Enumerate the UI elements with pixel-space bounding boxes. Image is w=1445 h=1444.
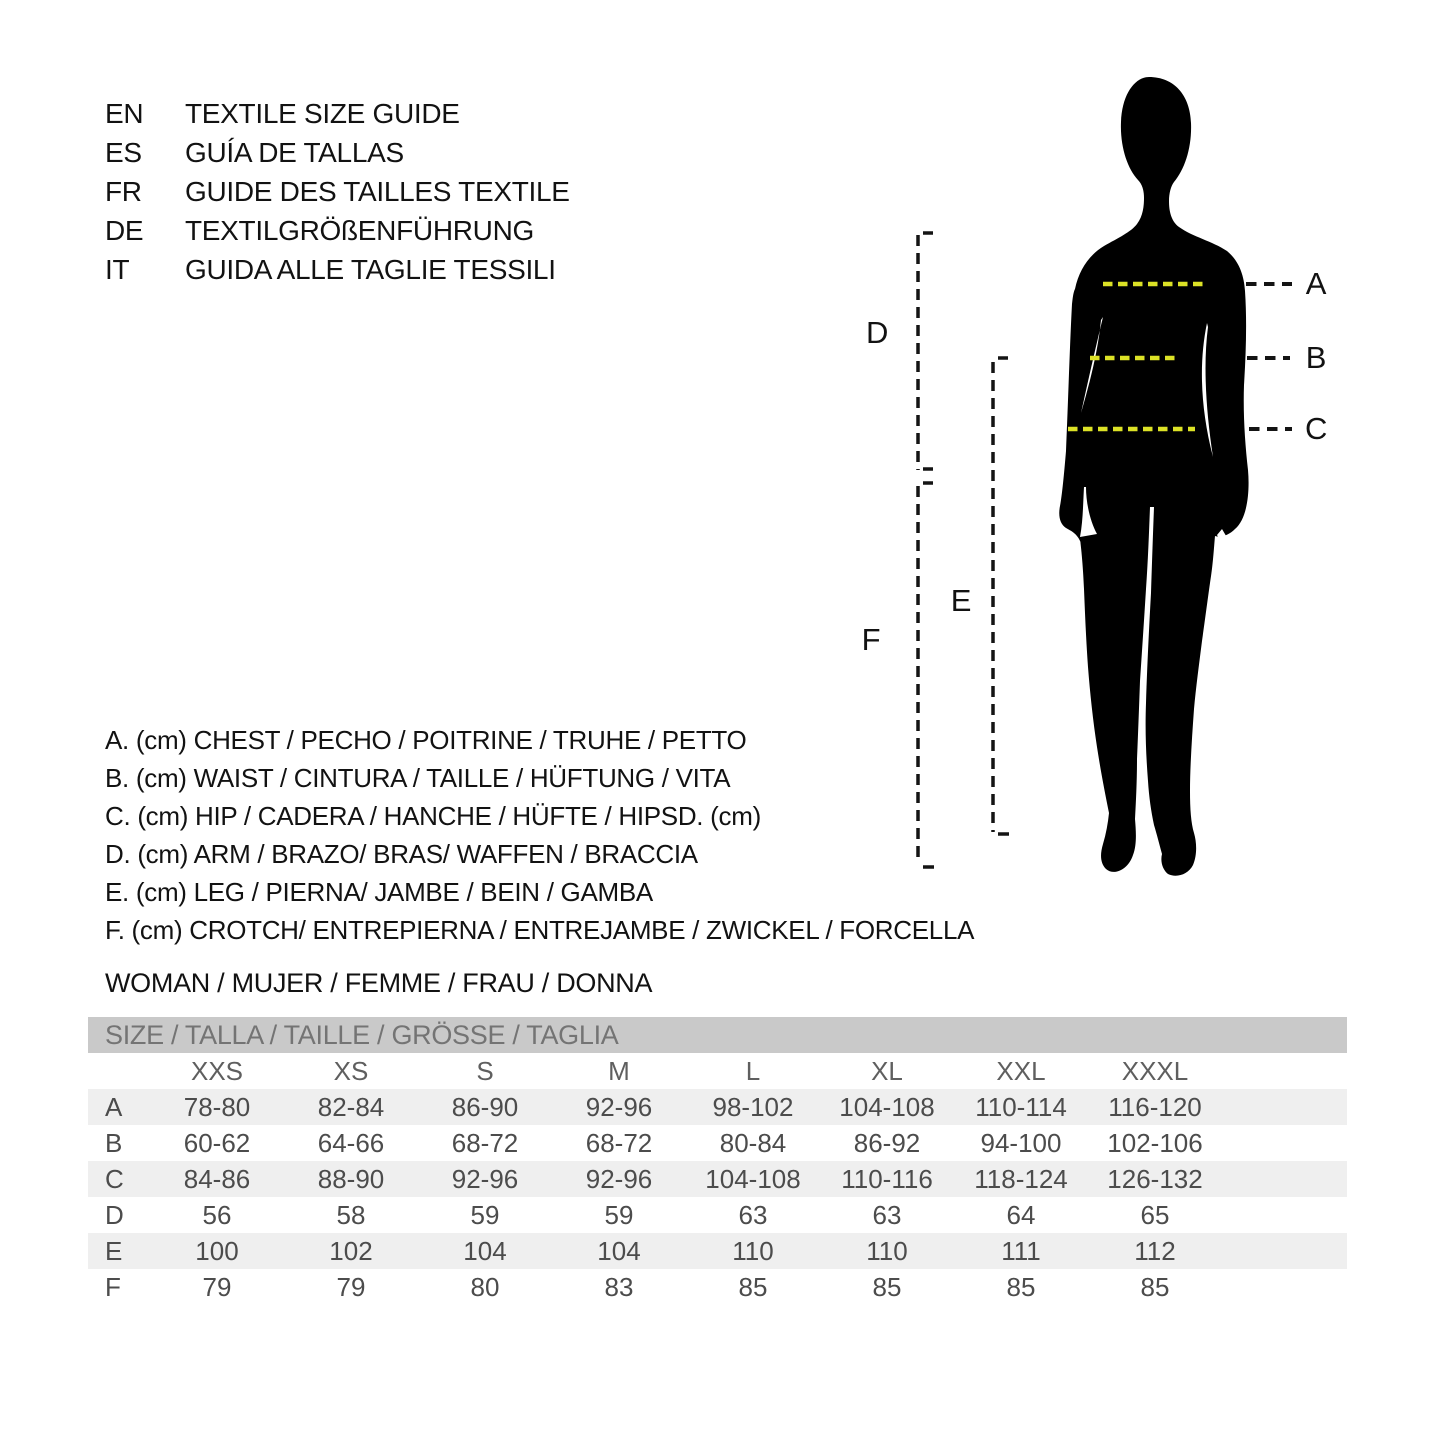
lang-row-de [105,211,570,250]
arm-measure-line [918,233,933,470]
cell-c-m: 92-96 [585,1163,653,1194]
size-header-l: L [745,1055,761,1086]
cell-e-m: 104 [597,1235,641,1266]
cell-d-xl: 63 [872,1199,902,1230]
cell-e-xxs: 100 [195,1235,239,1266]
cell-d-xxs: 56 [202,1199,232,1230]
cell-c-xxs: 84-86 [183,1163,251,1194]
cell-f-m: 83 [604,1271,634,1302]
row-label: F [105,1271,121,1302]
cell-e-l: 110 [732,1235,774,1266]
legend-chest: A. (cm) CHEST / PECHO / POITRINE / TRUHE / PETTO [105,724,747,755]
row-label: D [105,1199,124,1230]
table-row-a [88,1089,1347,1125]
cell-f-xxxl: 85 [1140,1271,1170,1302]
right-hand-notch [1217,529,1244,564]
row-label: A [105,1091,123,1122]
lang-code-fr: FR [105,175,142,207]
lang-title-de: TEXTILGRÖßENFÜHRUNG [185,214,534,246]
size-header-xxxl: XXXL [1121,1055,1189,1086]
label-chest-a: A [1305,266,1327,301]
leg-measure-line [993,358,1009,834]
table-row-f [88,1269,1347,1305]
size-header-row [88,1053,1347,1089]
size-header-xxs: XXS [190,1055,244,1086]
cell-f-xl: 85 [872,1271,902,1302]
legend-arm: D. (cm) ARM / BRAZO/ BRAS/ WAFFEN / BRACCIA [105,838,698,869]
cell-e-xs: 102 [329,1235,373,1266]
cell-b-xl: 86-92 [853,1127,921,1158]
cell-a-xl: 104-108 [839,1091,935,1122]
cell-b-xs: 64-66 [317,1127,385,1158]
row-label: E [105,1235,123,1266]
cell-b-s: 68-72 [451,1127,519,1158]
cell-a-xxl: 110-114 [975,1091,1067,1122]
size-header-xl: XL [871,1055,903,1086]
size-table [88,1017,1347,1305]
body-shape [1059,77,1248,876]
lang-code-es: ES [105,136,142,168]
lang-code-de: DE [105,214,144,246]
label-waist-b: B [1305,340,1327,375]
cell-c-xxl: 118-124 [974,1163,1068,1194]
table-header-band: SIZE / TALLA / TAILLE / GRÖSSE / TAGLIA [88,1017,1347,1053]
cell-a-l: 98-102 [712,1091,794,1122]
lang-row-es [105,133,570,172]
label-arm-d: D [865,315,889,350]
section-title-woman: WOMAN / MUJER / FEMME / FRAU / DONNA [105,968,653,998]
cell-f-s: 80 [470,1271,500,1302]
cell-c-xl: 110-116 [841,1163,933,1194]
cell-e-xxxl: 112 [1134,1235,1176,1266]
cell-a-s: 86-90 [451,1091,519,1122]
cell-a-xxs: 78-80 [183,1091,251,1122]
cell-b-xxs: 60-62 [183,1127,251,1158]
cell-d-s: 59 [470,1199,500,1230]
label-crotch-f: F [861,622,881,657]
cell-d-l: 63 [738,1199,768,1230]
table-row-e [88,1233,1347,1269]
lang-code-it: IT [105,253,130,285]
cell-c-l: 104-108 [705,1163,801,1194]
cell-b-xxl: 94-100 [980,1127,1062,1158]
lang-row-it [105,250,570,289]
cell-b-m: 68-72 [585,1127,653,1158]
lang-row-en [105,94,570,133]
cell-e-xl: 110 [866,1235,908,1266]
cell-f-xxl: 85 [1006,1271,1036,1302]
cell-d-xxxl: 65 [1140,1199,1170,1230]
lang-code-en: EN [105,97,144,129]
cell-f-xxs: 79 [202,1271,232,1302]
cell-d-xs: 58 [336,1199,366,1230]
cell-d-xxl: 64 [1006,1199,1036,1230]
size-header-m: M [608,1055,630,1086]
table-row-d [88,1197,1347,1233]
language-title-block [105,94,570,289]
legend-hip: C. (cm) HIP / CADERA / HANCHE / HÜFTE / HIPSD. (cm) [105,800,761,831]
cell-e-s: 104 [463,1235,507,1266]
cell-a-m: 92-96 [585,1091,653,1122]
legend-waist: B. (cm) WAIST / CINTURA / TAILLE / HÜFTUNG / VITA [105,762,731,793]
lang-title-fr: GUIDE DES TAILLES TEXTILE [185,175,570,207]
lang-title-es: GUÍA DE TALLAS [185,136,404,168]
cell-f-l: 85 [738,1271,768,1302]
lang-title-it: GUIDA ALLE TAGLIE TESSILI [185,253,556,285]
table-row-b [88,1125,1347,1161]
cell-c-xs: 88-90 [317,1163,385,1194]
cell-c-s: 92-96 [451,1163,519,1194]
row-label: B [105,1127,123,1158]
cell-c-xxxl: 126-132 [1107,1163,1203,1194]
size-header-xs: XS [333,1055,369,1086]
measure-legend [105,721,974,949]
label-hip-c: C [1304,411,1328,446]
cell-a-xxxl: 116-120 [1108,1091,1202,1122]
label-leg-e: E [950,583,972,618]
size-header-xxl: XXL [996,1055,1046,1086]
row-label: C [105,1163,124,1194]
cell-f-xs: 79 [336,1271,366,1302]
cell-b-xxxl: 102-106 [1107,1127,1203,1158]
woman-silhouette [1059,77,1248,876]
cell-e-xxl: 111 [1001,1235,1041,1266]
size-header-s: S [476,1055,494,1086]
lang-title-en: TEXTILE SIZE GUIDE [185,97,460,129]
legend-leg: E. (cm) LEG / PIERNA/ JAMBE / BEIN / GAMBA [105,876,653,907]
cell-a-xs: 82-84 [317,1091,385,1122]
cell-d-m: 59 [604,1199,634,1230]
cell-b-l: 80-84 [719,1127,787,1158]
legend-crotch: F. (cm) CROTCH/ ENTREPIERNA / ENTREJAMBE / ZWICKEL / FORCELLA [105,914,975,945]
table-row-c [88,1161,1347,1197]
lang-row-fr [105,172,570,211]
